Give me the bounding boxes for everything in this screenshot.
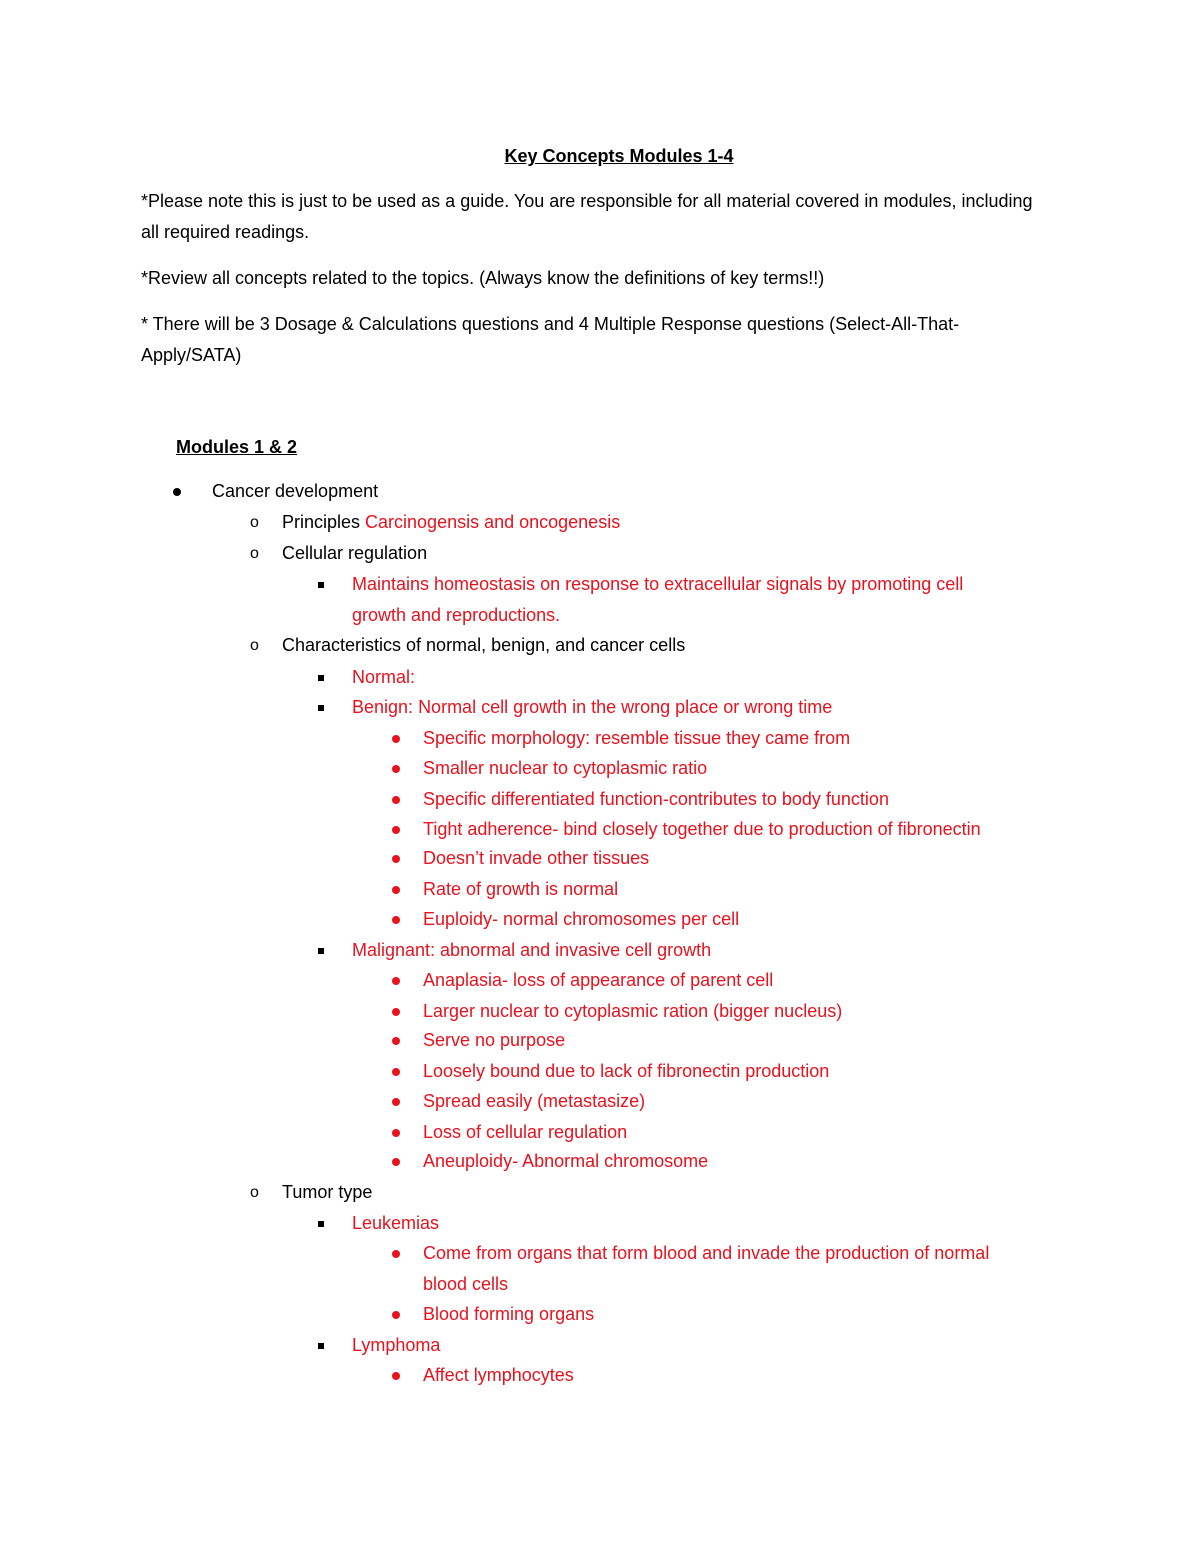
bullet-icon — [392, 904, 400, 935]
bullet-icon — [392, 814, 400, 845]
bullet-icon — [392, 1299, 400, 1330]
hollow-bullet-icon: o — [250, 545, 259, 562]
list-item-leukemias-detail: Come from organs that form blood and invade the production of normal — [423, 1243, 990, 1263]
list-item-benign-detail: Rate of growth is normal — [423, 879, 619, 899]
square-bullet-icon — [318, 935, 324, 966]
list-item-regulation-note-cont: growth and reproductions. — [352, 605, 561, 625]
bullet-icon — [392, 874, 400, 905]
hollow-bullet-icon: o — [250, 637, 259, 654]
list-item-cancer-development: Cancer development — [212, 481, 379, 501]
bullet-icon — [392, 1360, 400, 1391]
bullet-icon — [392, 723, 400, 754]
list-item-normal: Normal: — [352, 667, 416, 687]
bullet-icon — [392, 1238, 400, 1269]
list-item-malignant-detail: Serve no purpose — [423, 1030, 566, 1050]
list-item-malignant-detail: Aneuploidy- Abnormal chromosome — [423, 1151, 709, 1171]
list-item-tumor-type: Tumor type — [282, 1182, 373, 1202]
page-title: Key Concepts Modules 1-4 — [504, 146, 734, 166]
list-item-benign-detail: Smaller nuclear to cytoplasmic ratio — [423, 758, 708, 778]
benign-label: Benign: — [352, 697, 419, 717]
list-item-benign-detail: Doesn’t invade other tissues — [423, 848, 650, 868]
bullet-icon — [392, 1086, 400, 1117]
list-item-malignant: Malignant: abnormal and invasive cell growth — [352, 940, 712, 960]
list-item-benign — [352, 692, 832, 723]
note-review: *Review all concepts related to the topics. (Always know the definitions of key terms!!) — [141, 268, 825, 288]
list-item-principles — [282, 507, 620, 538]
list-item-lymphoma-detail: Affect lymphocytes — [423, 1365, 574, 1385]
bullet-icon — [392, 1056, 400, 1087]
square-bullet-icon — [318, 569, 324, 600]
hollow-bullet-icon: o — [250, 1184, 259, 1201]
list-item-regulation-note: Maintains homeostasis on response to extracellular signals by promoting cell — [352, 574, 964, 594]
square-bullet-icon — [318, 692, 324, 723]
bullet-icon — [392, 753, 400, 784]
note-questions: * There will be 3 Dosage & Calculations questions and 4 Multiple Response questions (Select-All-That-Apply/SATA) — [141, 314, 960, 365]
list-item-characteristics: Characteristics of normal, benign, and cancer cells — [282, 635, 686, 655]
list-item-benign-detail: Euploidy- normal chromosomes per cell — [423, 909, 740, 929]
bullet-icon — [392, 843, 400, 874]
list-item-benign-detail: Specific differentiated function-contributes to body function — [423, 789, 889, 809]
list-item-leukemias-detail-cont: blood cells — [423, 1274, 509, 1294]
list-item-benign-detail: Tight adherence- bind closely together due to production of fibronectin — [423, 819, 981, 839]
bullet-icon — [392, 1025, 400, 1056]
section-heading: Modules 1 & 2 — [176, 437, 298, 457]
bullet-icon — [392, 996, 400, 1027]
list-item-malignant-detail: Anaplasia- loss of appearance of parent cell — [423, 970, 774, 990]
bullet-icon — [392, 965, 400, 996]
list-item-malignant-detail: Spread easily (metastasize) — [423, 1091, 646, 1111]
bullet-icon — [392, 784, 400, 815]
principles-label: Principles — [282, 512, 366, 532]
list-item-leukemias: Leukemias — [352, 1213, 440, 1233]
bullet-icon — [173, 476, 181, 507]
benign-description: Normal cell growth in the wrong place or wrong time — [418, 697, 833, 717]
list-item-leukemias-detail: Blood forming organs — [423, 1304, 595, 1324]
list-item-lymphoma: Lymphoma — [352, 1335, 441, 1355]
list-item-malignant-detail: Loosely bound due to lack of fibronectin production — [423, 1061, 830, 1081]
principles-value: Carcinogensis and oncogenesis — [365, 512, 621, 532]
list-item-benign-detail: Specific morphology: resemble tissue they came from — [423, 728, 851, 748]
list-item-malignant-detail: Larger nuclear to cytoplasmic ration (bigger nucleus) — [423, 1001, 843, 1021]
list-item-cellular-regulation: Cellular regulation — [282, 543, 428, 563]
bullet-icon — [392, 1117, 400, 1148]
note-guide: *Please note this is just to be used as a guide. You are responsible for all material covered in modules, including all required readings. — [141, 191, 1033, 242]
list-item-malignant-detail: Loss of cellular regulation — [423, 1122, 628, 1142]
square-bullet-icon — [318, 662, 324, 693]
bullet-icon — [392, 1146, 400, 1177]
hollow-bullet-icon: o — [250, 514, 259, 531]
square-bullet-icon — [318, 1330, 324, 1361]
square-bullet-icon — [318, 1208, 324, 1239]
